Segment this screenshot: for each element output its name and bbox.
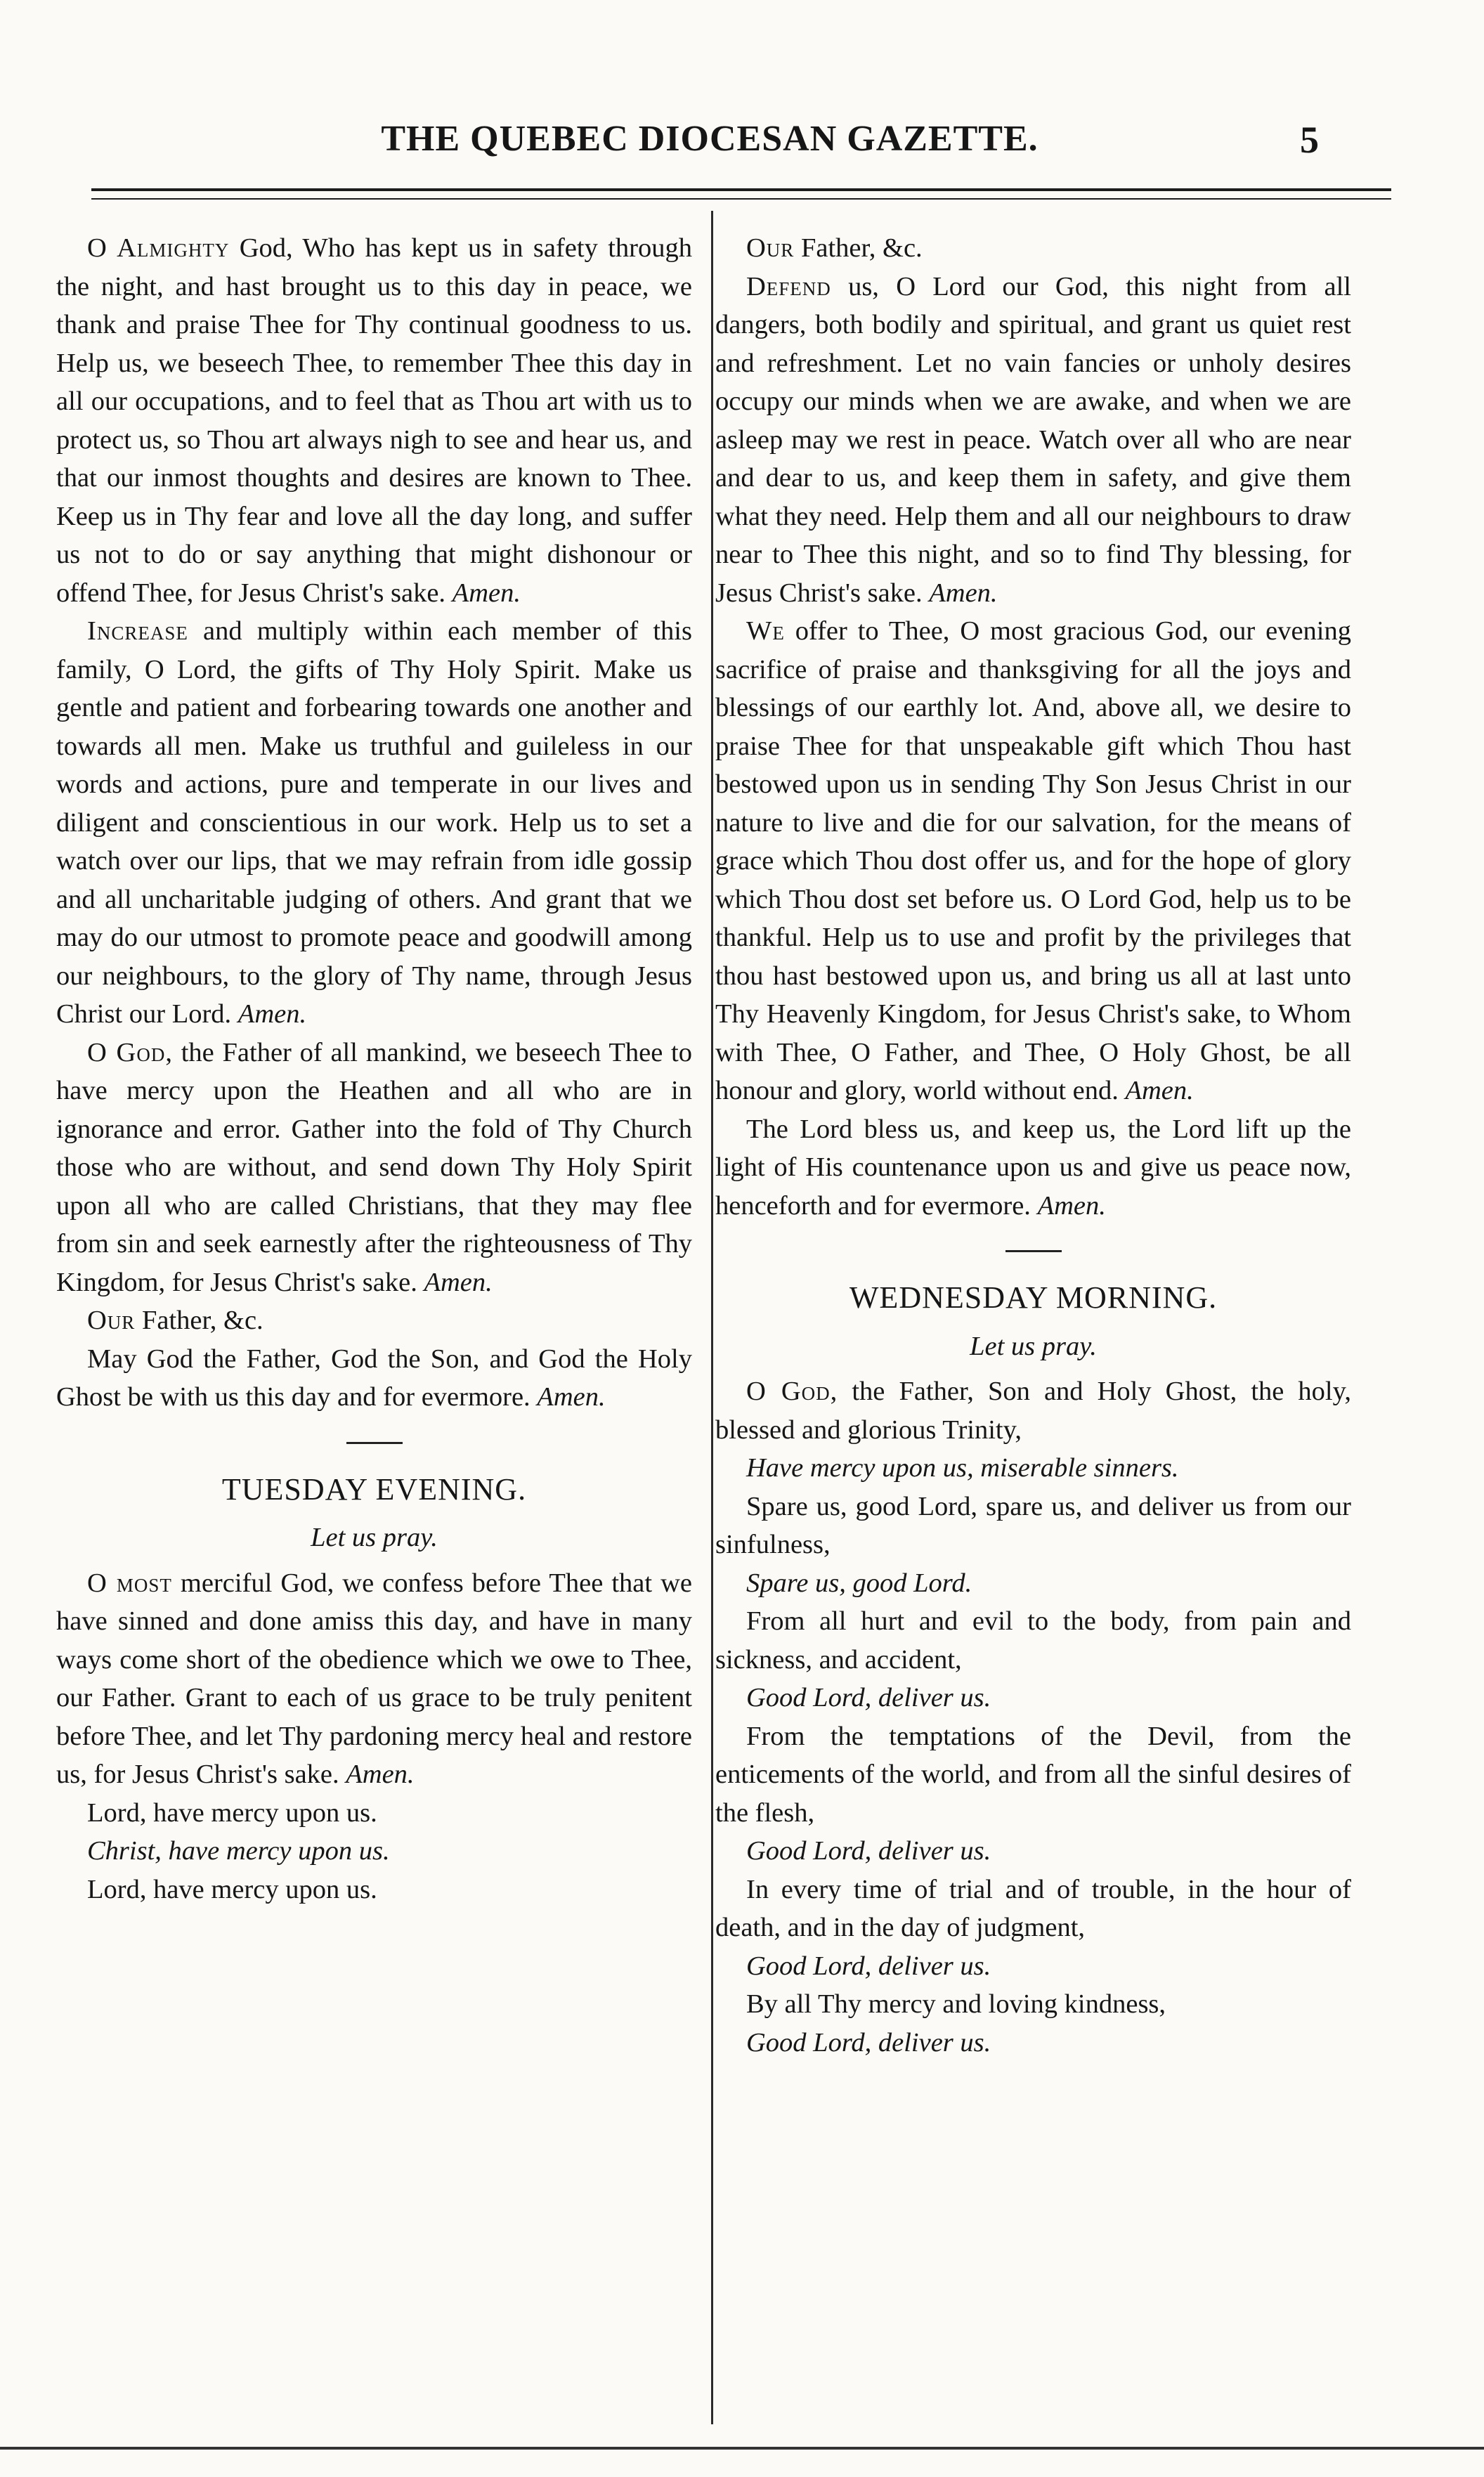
versicle: From all hurt and evil to the body, from pain and sickness, and accident, — [715, 1606, 1351, 1675]
prayer-text: God, Who has kept us in safety through the night, and hast brought us to this day in peace, we thank and praise Thee for Thy continual goodness to us. Help us, we beseech Thee, to remember Thee this day in all our occupations, and to feel that as Thou art with us to protect us, so Thou art always nigh to see and hear us, and that our inmost thoughts and desires are known to Thee. Keep us in Thy fear and love all the day long, and suffer us not to do or say anything that might dishonour or offend Thee, for Jesus Christ's sake. — [56, 233, 692, 608]
prayer-text: the Father, Son and Holy Ghost, the holy, blessed and glorious Trinity, — [715, 1377, 1351, 1445]
versicle: From the temptations of the Devil, from the enticements of the world, and from all the sinful desires of the flesh, — [715, 1721, 1351, 1828]
section-heading: WEDNESDAY MORNING. — [849, 1280, 1218, 1315]
drop-lead: We — [746, 616, 785, 646]
prayer-text: offer to Thee, O most gracious God, our evening sacrifice of praise and thanksgiving for all the joys and blessings of our earthly lot. And, above all, we desire to praise Thee for that unspeakable gift which Thou hast bestowed upon us in sending Thy Son Jesus Christ in our nature to live and die for our salvation, for the means of grace which Thou dost offer us, and for the hope of glory which Thou dost set before us. O Lord God, help us to be thankful. Help us to use and profit by the privileges that thou hast bestowed upon us, and bring us all at last unto Thy Heavenly Kingdom, for Jesus Christ's sake, to Whom with Thee, O Father, and Thee, O Holy Ghost, be all honour and glory, world without end. — [715, 616, 1351, 1105]
prayer-paragraph — [56, 1564, 692, 1794]
amen: Amen. — [537, 1382, 606, 1412]
section-rule — [346, 1442, 403, 1444]
drop-lead: O God, — [746, 1377, 838, 1406]
column-divider — [711, 211, 713, 2424]
page-header — [0, 0, 1484, 183]
drop-lead: Our — [746, 233, 795, 263]
header-rule-thick — [91, 188, 1391, 191]
drop-lead: O Almighty — [87, 233, 230, 263]
bottom-rule — [0, 2447, 1484, 2450]
response: Good Lord, deliver us. — [746, 1951, 991, 1981]
prayer-text: Father, &c. — [794, 233, 923, 263]
amen: Amen. — [346, 1760, 415, 1789]
amen: Amen. — [424, 1267, 493, 1297]
prayer-text: The Lord bless us, and keep us, the Lord lift up the light of His countenance upon us and give us peace now, henceforth and for evermore. — [715, 1114, 1351, 1221]
drop-lead: Defend — [746, 271, 831, 301]
let-us-pray: Let us pray. — [970, 1331, 1097, 1361]
drop-lead: Our — [87, 1306, 136, 1335]
prayer-paragraph — [56, 1301, 692, 1340]
prayer-text: and multiply within each member of this family, O Lord, the gifts of Thy Holy Spirit. Make us gentle and patient and forbearing towards one another and towards all men. Make us truthful and guileless in our words and actions, pure and temperate in our lives and diligent and conscientious in our work. Help us to set a watch over our lips, that we may refrain from idle gossip and all uncharitable judging of others. And grant that we may do our utmost to promote peace and goodwill among our neighbours, to the glory of Thy name, through Jesus Christ our Lord. — [56, 616, 692, 1029]
amen: Amen. — [1125, 1076, 1194, 1105]
amen: Amen. — [452, 578, 521, 608]
prayer-paragraph — [715, 1110, 1351, 1226]
amen: Amen. — [929, 578, 998, 608]
versicle: Lord, have mercy upon us. — [87, 1874, 377, 1904]
prayer-paragraph — [56, 229, 692, 612]
let-us-pray: Let us pray. — [311, 1523, 438, 1552]
right-column — [715, 229, 1351, 2062]
response: Good Lord, deliver us. — [746, 1836, 991, 1866]
response: Have mercy upon us, miserable sinners. — [746, 1453, 1179, 1483]
drop-lead: O God, — [87, 1037, 173, 1067]
section-rule — [1005, 1250, 1062, 1252]
page-title: THE QUEBEC DIOCESAN GAZETTE. — [381, 119, 1039, 159]
left-column — [56, 229, 692, 1909]
prayer-paragraph — [56, 1034, 692, 1302]
prayer-paragraph — [715, 268, 1351, 613]
section-heading: TUESDAY EVENING. — [221, 1471, 527, 1507]
response: Good Lord, deliver us. — [746, 2027, 991, 2057]
prayer-paragraph — [715, 229, 1351, 268]
amen: Amen. — [237, 999, 307, 1029]
prayer-text: Father, &c. — [135, 1306, 263, 1335]
prayer-text: May God the Father, God the Son, and God the Holy Ghost be with us this day and for evermore. — [56, 1344, 692, 1412]
versicle — [715, 1372, 1351, 1449]
drop-lead: O most — [87, 1568, 172, 1598]
versicle: Lord, have mercy upon us. — [87, 1797, 377, 1828]
prayer-paragraph — [56, 612, 692, 1034]
response: Christ, have mercy upon us. — [87, 1836, 390, 1866]
amen: Amen. — [1037, 1190, 1106, 1221]
prayer-paragraph — [56, 1340, 692, 1417]
versicle: By all Thy mercy and loving kindness, — [746, 1989, 1166, 2019]
prayer-paragraph — [715, 612, 1351, 1110]
versicle: Spare us, good Lord, spare us, and deliver us from our sinfulness, — [715, 1491, 1351, 1559]
prayer-text: us, O Lord our God, this night from all dangers, both bodily and spiritual, and grant us quiet rest and refreshment. Let no vain fancies or unholy desires occupy our minds when we are awake, and when we are asleep may we rest in peace. Watch over all who are near and dear to us, and keep them in safety, and give them what they need. Help them and all our neighbours to draw near to Thee this night, and so to find Thy blessing, for Jesus Christ's sake. — [715, 271, 1351, 608]
response: Spare us, good Lord. — [746, 1568, 972, 1598]
prayer-text: merciful God, we confess before Thee that we have sinned and done amiss this day, and have in many ways come short of the obedience which we owe to Thee, our Father. Grant to each of us grace to be truly penitent before Thee, and let Thy pardoning mercy heal and restore us, for Jesus Christ's sake. — [56, 1568, 692, 1789]
prayer-text: the Father of all mankind, we beseech Thee to have mercy upon the Heathen and all who are in ignorance and error. Gather into the fold of Thy Church those who are without, and send down Thy Holy Spirit upon all who are called Christians, that they may flee from sin and seek earnestly after the righteousness of Thy Kingdom, for Jesus Christ's sake. — [56, 1037, 692, 1297]
header-rule-thin — [91, 198, 1391, 200]
versicle: In every time of trial and of trouble, in the hour of death, and in the day of judgment, — [715, 1874, 1351, 1942]
page-number: 5 — [1300, 119, 1319, 161]
drop-lead: Increase — [87, 616, 188, 646]
response: Good Lord, deliver us. — [746, 1683, 991, 1712]
